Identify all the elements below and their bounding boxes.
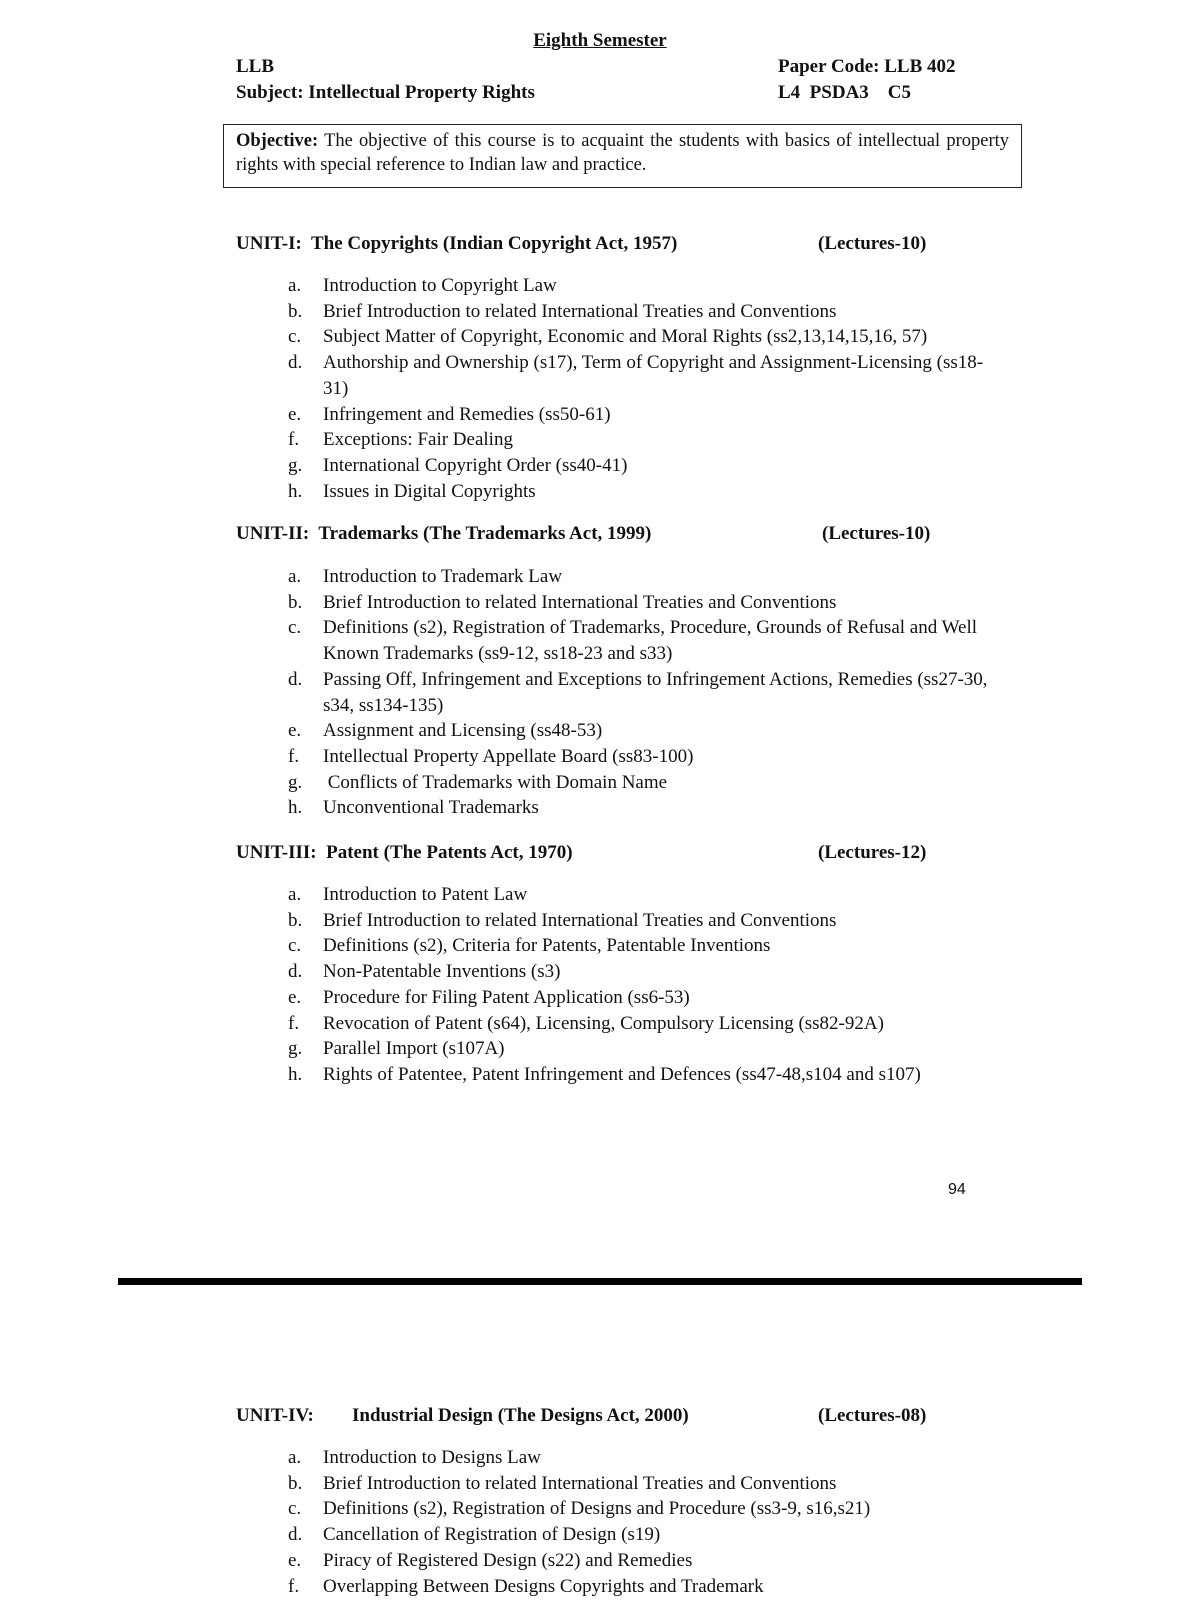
- unit-3-topics: [288, 882, 1008, 1088]
- list-item: d. Cancellation of Registration of Design (s19): [288, 1524, 661, 1546]
- list-item: h. Issues in Digital Copyrights: [288, 480, 536, 502]
- list-item: a. Introduction to Patent Law: [288, 884, 528, 905]
- unit-2-topics: [288, 564, 1008, 821]
- list-item: e. Assignment and Licensing (ss48-53): [288, 720, 603, 742]
- page-divider: [118, 1278, 1082, 1285]
- unit-4-topics: [288, 1445, 1008, 1599]
- list-item: e. Procedure for Filing Patent Application (ss6-53): [288, 986, 690, 1008]
- list-item: b. Brief Introduction to related International Treaties and Conventions: [288, 300, 837, 322]
- list-item: b. Brief Introduction to related International Treaties and Conventions: [288, 1472, 837, 1494]
- list-item: h. Rights of Patentee, Patent Infringement and Defences (ss47-48,s104 and s107): [288, 1063, 921, 1085]
- list-item: h. Unconventional Trademarks: [288, 797, 539, 819]
- subject-name: Subject: Intellectual Property Rights: [236, 82, 535, 103]
- list-item: c. Subject Matter of Copyright, Economic and Moral Rights (ss2,13,14,15,16, 57): [288, 326, 928, 348]
- level-code: L4 PSDA3 C5: [778, 82, 912, 103]
- list-item: a. Introduction to Trademark Law: [288, 566, 563, 587]
- objective-label: Objective:: [236, 131, 319, 151]
- list-item: g. Conflicts of Trademarks with Domain Name: [288, 771, 668, 793]
- semester-title: Eighth Semester: [533, 30, 667, 51]
- unit-2-title: UNIT-II: Trademarks (The Trademarks Act, 1999): [236, 523, 652, 544]
- list-item: f. Revocation of Patent (s64), Licensing, Compulsory Licensing (ss82-92A): [288, 1012, 884, 1034]
- list-item: f. Intellectual Property Appellate Board (ss83-100): [288, 745, 694, 767]
- list-item: g. International Copyright Order (ss40-41): [288, 454, 628, 476]
- list-item: d. Passing Off, Infringement and Exceptions to Infringement Actions, Remedies (ss27-30, s34, ss134-135): [288, 668, 988, 716]
- list-item: d. Authorship and Ownership (s17), Term of Copyright and Assignment-Licensing (ss18-31): [288, 352, 984, 399]
- list-item: a. Introduction to Copyright Law: [288, 275, 557, 296]
- list-item: c. Definitions (s2), Registration of Designs and Procedure (ss3-9, s16,s21): [288, 1498, 871, 1520]
- unit-4-lectures: (Lectures-08): [818, 1405, 927, 1426]
- unit-1-title: UNIT-I: The Copyrights (Indian Copyright Act, 1957): [236, 233, 678, 254]
- page-number: 94: [948, 1181, 966, 1198]
- list-item: g. Parallel Import (s107A): [288, 1038, 505, 1060]
- unit-1-topics: [288, 273, 1008, 504]
- course-name: LLB: [236, 56, 275, 77]
- list-item: d. Non-Patentable Inventions (s3): [288, 961, 561, 983]
- objective-box: [223, 124, 1022, 188]
- list-item: b. Brief Introduction to related International Treaties and Conventions: [288, 591, 837, 613]
- unit-3-title: UNIT-III: Patent (The Patents Act, 1970): [236, 842, 573, 863]
- list-item: f. Exceptions: Fair Dealing: [288, 429, 513, 451]
- list-item: a. Introduction to Designs Law: [288, 1447, 541, 1468]
- list-item: f. Overlapping Between Designs Copyrights and Trademark: [288, 1575, 764, 1597]
- unit-4-label: UNIT-IV:: [236, 1405, 314, 1426]
- unit-2-lectures: (Lectures-10): [822, 523, 931, 544]
- paper-code: Paper Code: LLB 402: [778, 56, 956, 77]
- objective-text: The objective of this course is to acquaint the students with basics of intellectual property rights with special reference to Indian law and practice.: [236, 131, 1009, 175]
- unit-4-title: Industrial Design (The Designs Act, 2000): [352, 1405, 689, 1426]
- list-item: b. Brief Introduction to related International Treaties and Conventions: [288, 909, 837, 931]
- unit-3-lectures: (Lectures-12): [818, 842, 927, 863]
- list-item: c. Definitions (s2), Criteria for Patents, Patentable Inventions: [288, 935, 771, 957]
- list-item: e. Piracy of Registered Design (s22) and Remedies: [288, 1549, 693, 1571]
- list-item: c. Definitions (s2), Registration of Trademarks, Procedure, Grounds of Refusal and Well Known Trademarks (ss9-12, ss18-23 and s33): [288, 617, 978, 665]
- list-item: e. Infringement and Remedies (ss50-61): [288, 403, 611, 425]
- unit-1-lectures: (Lectures-10): [818, 233, 927, 254]
